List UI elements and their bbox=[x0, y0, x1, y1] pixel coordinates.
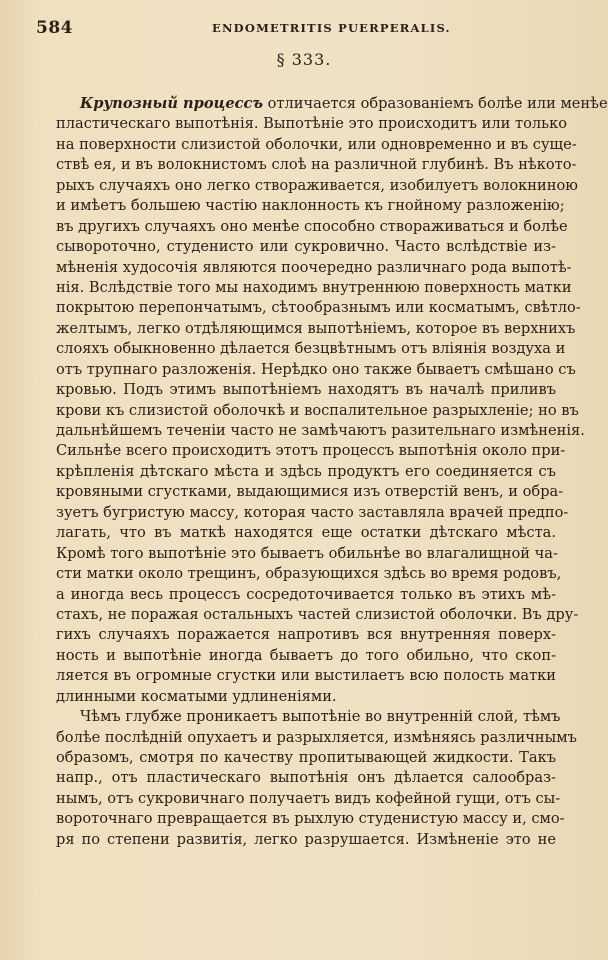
text-line: длинными косматыми удлиненіями. bbox=[56, 687, 337, 705]
text-line: дальнѣйшемъ теченіи часто не замѣчаютъ разительнаго измѣненія. bbox=[56, 422, 585, 439]
text-line: Кромѣ того выпотѣніе это бываетъ обильнѣе во влагалищной ча- bbox=[56, 544, 558, 562]
text-line: зуетъ бугристую массу, которая часто заставляла врачей предпо- bbox=[56, 503, 569, 521]
text-line: рыхъ случаяхъ оно легко створаживается, изобилуетъ волокниною bbox=[56, 176, 578, 194]
text-line: ность и выпотѣніе иногда бываетъ до того обильно, что скоп- bbox=[56, 646, 556, 664]
text-line: слояхъ обыкновенно дѣлается безцвѣтнымъ отъ вліянія воздуха и bbox=[56, 340, 566, 358]
text-line: кровью. Подъ этимъ выпотѣніемъ находятъ въ началѣ приливъ bbox=[56, 381, 556, 399]
text-line: мѣненія худосочія являются поочередно различнаго рода выпотѣ- bbox=[56, 258, 572, 276]
text-line: сти матки около трещинъ, образующихся здѣсь во время родовъ, bbox=[56, 565, 562, 583]
text-line-content: отличается образованіемъ болѣе или менѣе bbox=[267, 95, 608, 112]
text-line: Сильнѣе всего происходитъ этотъ процессъ выпотѣнія около при- bbox=[56, 442, 566, 460]
text-line: стахъ, не поражая остальныхъ частей слизистой оболочки. Въ дру- bbox=[56, 605, 579, 623]
text-line: желтымъ, легко отдѣляющимся выпотѣніемъ, которое въ верхнихъ bbox=[56, 319, 576, 337]
text-line: ляется въ огромные сгустки или выстилаетъ всю полость матки bbox=[56, 667, 556, 685]
text-line bbox=[56, 94, 608, 114]
text-line: кровяными сгустками, выдающимися изъ отверстій венъ, и обра- bbox=[56, 483, 564, 501]
text-line: крѣпленія дѣтскаго мѣста и здѣсь продуктъ его соединяется съ bbox=[56, 462, 556, 480]
text-line: ствѣ ея, и въ волокнистомъ слоѣ на различной глубинѣ. Въ нѣкото- bbox=[56, 156, 577, 174]
text-line: покрытою перепончатымъ, сѣтообразнымъ или косматымъ, свѣтло- bbox=[56, 299, 581, 317]
text-line: а иногда весь процессъ сосредоточивается только въ этихъ мѣ- bbox=[56, 585, 556, 603]
text-line: напр., отъ пластическаго выпотѣнія онъ дѣлается салообраз- bbox=[56, 769, 556, 787]
text-line: пластическаго выпотѣнія. Выпотѣніе это происходитъ или только bbox=[56, 115, 568, 133]
text-line: сывороточно, студенисто или сукровично. Часто вслѣдствіе из- bbox=[56, 238, 556, 256]
text-line: гихъ случаяхъ поражается напротивъ вся внутренняя поверх- bbox=[56, 626, 556, 644]
text-line: образомъ, смотря по качеству пропитывающей жидкости. Такъ bbox=[56, 749, 556, 766]
text-line: болѣе послѣдній опухаетъ и разрыхляется, измѣняясь различнымъ bbox=[56, 728, 577, 746]
text-line: отъ трупнаго разложенія. Нерѣдко оно также бываетъ смѣшано съ bbox=[56, 360, 576, 378]
text-line: нія. Вслѣдствіе того мы находимъ внутреннюю поверхность матки bbox=[56, 278, 572, 296]
page-number: 584 bbox=[36, 18, 73, 38]
paragraph-croupous-process bbox=[56, 94, 608, 707]
text-line: нымъ, отъ сукровичнаго получаетъ видъ кофейной гущи, отъ сы- bbox=[56, 789, 561, 807]
text-line: въ другихъ случаяхъ оно менѣе способно створаживаться и болѣе bbox=[56, 217, 568, 235]
text-line: ря по степени развитія, легко разрушается. Измѣненіе это не bbox=[56, 830, 556, 848]
text-line: на поверхности слизистой оболочки, или одновременно и въ суще- bbox=[56, 135, 577, 153]
running-head bbox=[36, 18, 572, 40]
text-line: вороточнаго превращается въ рыхлую студенистую массу и, смо- bbox=[56, 810, 565, 828]
section-heading: § 333. bbox=[276, 50, 332, 69]
running-title: ENDOMETRITIS PUERPERALIS. bbox=[212, 21, 451, 35]
text-line: Чѣмъ глубже проникаетъ выпотѣніе во внутренній слой, тѣмъ bbox=[80, 708, 561, 726]
text-line: лагать, что въ маткѣ находятся еще остатки дѣтскаго мѣста. bbox=[56, 524, 556, 542]
text-line: и имѣетъ большею частію наклонность къ гнойному разложенію; bbox=[56, 197, 565, 215]
text-line: крови къ слизистой оболочкѣ и воспалительное разрыхленіе; но въ bbox=[56, 401, 579, 419]
body-text bbox=[56, 94, 608, 850]
paragraph-inner-layer bbox=[56, 707, 577, 850]
lead-emphasis: Крупозный процессъ bbox=[80, 95, 263, 112]
